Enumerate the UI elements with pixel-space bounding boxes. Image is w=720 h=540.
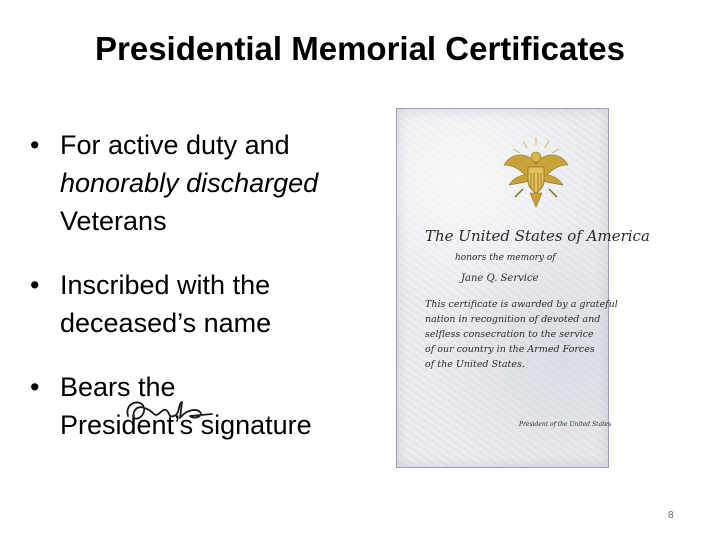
bullet-text-line: For active duty and [60,130,290,160]
certificate-heading: The United States of America [425,227,650,245]
bullet-item [30,266,380,342]
bullet-text-line: deceased’s name [60,308,272,338]
certificate-body-line: selfless consecration to the service [425,329,594,340]
bullet-text-line: Inscribed with the [60,270,271,300]
certificate-body-line: of the United States. [425,359,525,370]
bullet-marker: • [30,270,40,300]
bullet-text-line: President’s signature [60,410,312,440]
bullet-text-line: Bears the [60,372,176,402]
certificate-body-line: This certificate is awarded by a grateful [425,299,618,310]
bullet-item [30,126,380,240]
certificate-image [396,108,650,468]
bullet-marker: • [30,372,40,402]
certificate-honors-line: honors the memory of [455,253,556,263]
page-number: 8 [668,510,674,521]
bullet-text-line: Veterans [60,206,167,236]
certificate-body-line: of our country in the Armed Forces [425,344,595,355]
eagle-seal-icon [501,135,571,215]
certificate-name: Jane Q. Service [461,273,539,284]
bullet-marker: • [30,130,40,160]
certificate-body-line: nation in recognition of devoted and [425,314,601,325]
certificate-caption: President of the United States [519,421,612,428]
certificate-body [425,297,640,372]
slide-title: Presidential Memorial Certificates [94,30,626,67]
signature-icon [120,390,220,430]
bullet-text-emphasis: honorably discharged [60,168,319,198]
